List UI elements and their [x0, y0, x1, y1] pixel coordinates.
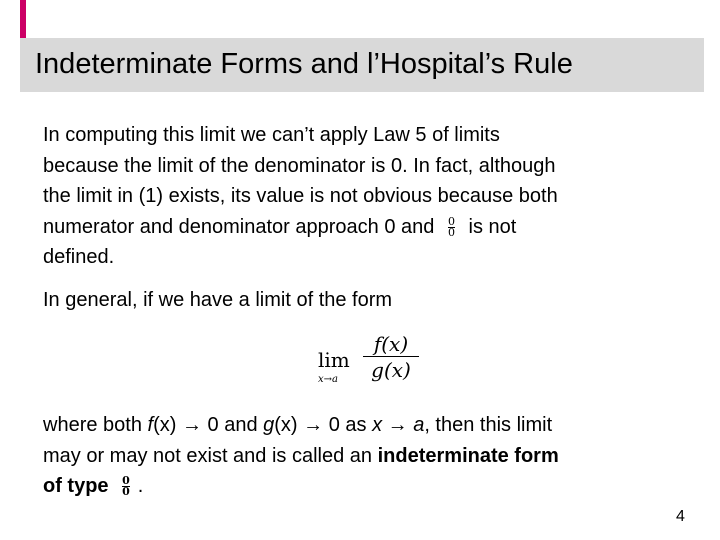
- p3-where: where both: [43, 414, 148, 436]
- fraction-numerator: 0: [447, 214, 455, 228]
- p3-of-type: of type: [43, 475, 109, 497]
- p3-line-3: [43, 471, 559, 502]
- p3-line-2-plain: may or may not exist and is called an: [43, 444, 378, 467]
- p1-line-1: In computing this limit we can’t apply Law 5 of limits: [43, 124, 500, 146]
- p3-arrow-2: → 0 as: [297, 414, 373, 436]
- paragraph-3: [43, 410, 559, 502]
- lim-operator: lim: [318, 348, 350, 372]
- p1-line-4-b: is not: [468, 215, 517, 238]
- p3-f: f: [147, 414, 154, 436]
- p1-line-2: because the limit of the denominator is 0. In fact, although: [43, 154, 556, 177]
- p3-line-1-end: , then this limit: [424, 414, 553, 436]
- limit-expression: [315, 330, 425, 390]
- zero-over-zero-fraction: [447, 214, 455, 239]
- p1-line-5: defined.: [43, 246, 115, 268]
- p3-g: g: [263, 414, 275, 436]
- fraction-2-denominator: 0: [122, 485, 130, 499]
- lim-subscript: x→a: [318, 374, 338, 385]
- lim-fraction: [363, 332, 419, 383]
- p1-line-4: [43, 212, 558, 243]
- p1-line-3: the limit in (1) exists, its value is not obvious because both: [43, 185, 558, 207]
- zero-over-zero-fraction-2: [122, 476, 130, 497]
- p1-line-4-a: numerator and denominator approach 0 and: [43, 215, 435, 238]
- page-number: 4: [676, 508, 685, 525]
- p3-x: x: [372, 414, 383, 436]
- slide-title: Indeterminate Forms and l’Hospital’s Rule: [35, 48, 573, 80]
- p3-gx: (x): [274, 414, 298, 436]
- p3-indeterminate-form: indeterminate form: [377, 444, 559, 467]
- p3-line-1: [43, 410, 559, 441]
- lim-denominator: g(x): [363, 356, 419, 383]
- p3-line-3-end: .: [137, 475, 144, 497]
- p3-fx: (x): [153, 414, 177, 436]
- p3-arrow-3: →: [382, 414, 414, 436]
- p3-arrow-1: → 0 and: [176, 414, 264, 436]
- fraction-denominator: 0: [447, 225, 455, 239]
- lim-numerator: f(x): [373, 332, 409, 356]
- p3-line-2: [43, 441, 559, 472]
- paragraph-2: In general, if we have a limit of the form: [43, 289, 393, 311]
- p3-a: a: [413, 414, 425, 436]
- paragraph-1: [43, 120, 558, 273]
- fraction-2-numerator: 0: [122, 474, 130, 488]
